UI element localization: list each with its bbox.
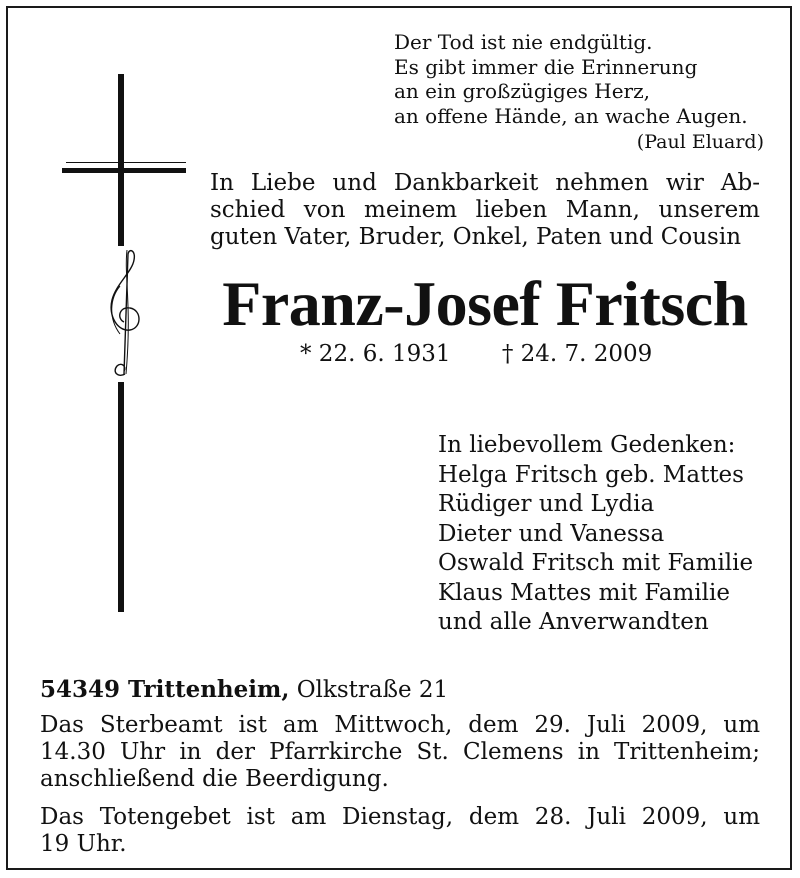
family-address: [40, 676, 760, 704]
cross-upper-beam: [118, 74, 124, 246]
deceased-name: Franz-Josef Fritsch: [222, 268, 748, 339]
quote-line: an ein großzügiges Herz,: [394, 79, 651, 103]
farewell-text: [210, 170, 760, 251]
mourner-name: Dieter und Vanessa: [438, 520, 665, 547]
life-dates: [300, 340, 720, 368]
mourner-name: Helga Fritsch geb. Mattes: [438, 461, 744, 488]
address-place: 54349 Trittenheim,: [40, 676, 290, 703]
poem-quote: [394, 30, 764, 155]
treble-clef-icon: [98, 246, 148, 382]
mourner-name: Klaus Mattes mit Familie: [438, 579, 730, 606]
quote-line: Der Tod ist nie endgültig.: [394, 30, 653, 54]
funeral-line: Das Sterbeamt ist am Mittwoch, dem 29. Juli 2009, um: [40, 712, 760, 738]
mourners-heading: In liebevollem Gedenken:: [438, 432, 736, 458]
quote-line: Es gibt immer die Erinnerung: [394, 54, 698, 79]
farewell-line: schied von meinem lieben Mann, unserem: [210, 197, 760, 223]
quote-author: (Paul Eluard): [636, 131, 764, 153]
funeral-service-text: [40, 712, 760, 793]
funeral-line: 14.30 Uhr in der Pfarrkirche St. Clemens in Trittenheim;: [40, 739, 760, 765]
mourner-name: und alle Anverwandten: [438, 609, 709, 635]
mourner-name: Oswald Fritsch mit Familie: [438, 550, 754, 576]
funeral-line: anschließend die Beerdigung.: [40, 766, 389, 792]
birth-date: * 22. 6. 1931: [300, 341, 451, 367]
farewell-line: guten Vater, Bruder, Onkel, Paten und Cousin: [210, 224, 742, 250]
death-date: † 24. 7. 2009: [501, 341, 653, 367]
mourner-name: Rüdiger und Lydia: [438, 491, 655, 517]
address-street: Olkstraße 21: [296, 677, 449, 703]
prayer-line: Das Totengebet ist am Dienstag, dem 28. Juli 2009, um: [40, 804, 760, 830]
prayer-line: 19 Uhr.: [40, 831, 127, 857]
cross-thin-line: [66, 162, 186, 163]
prayer-text: [40, 804, 760, 858]
quote-line: an offene Hände, an wache Augen.: [394, 103, 748, 128]
farewell-line: In Liebe und Dankbarkeit nehmen wir Ab-: [210, 170, 760, 196]
cross-crossbar: [62, 168, 186, 173]
mourners-list: [438, 431, 778, 638]
cross-lower-beam: [118, 382, 124, 612]
